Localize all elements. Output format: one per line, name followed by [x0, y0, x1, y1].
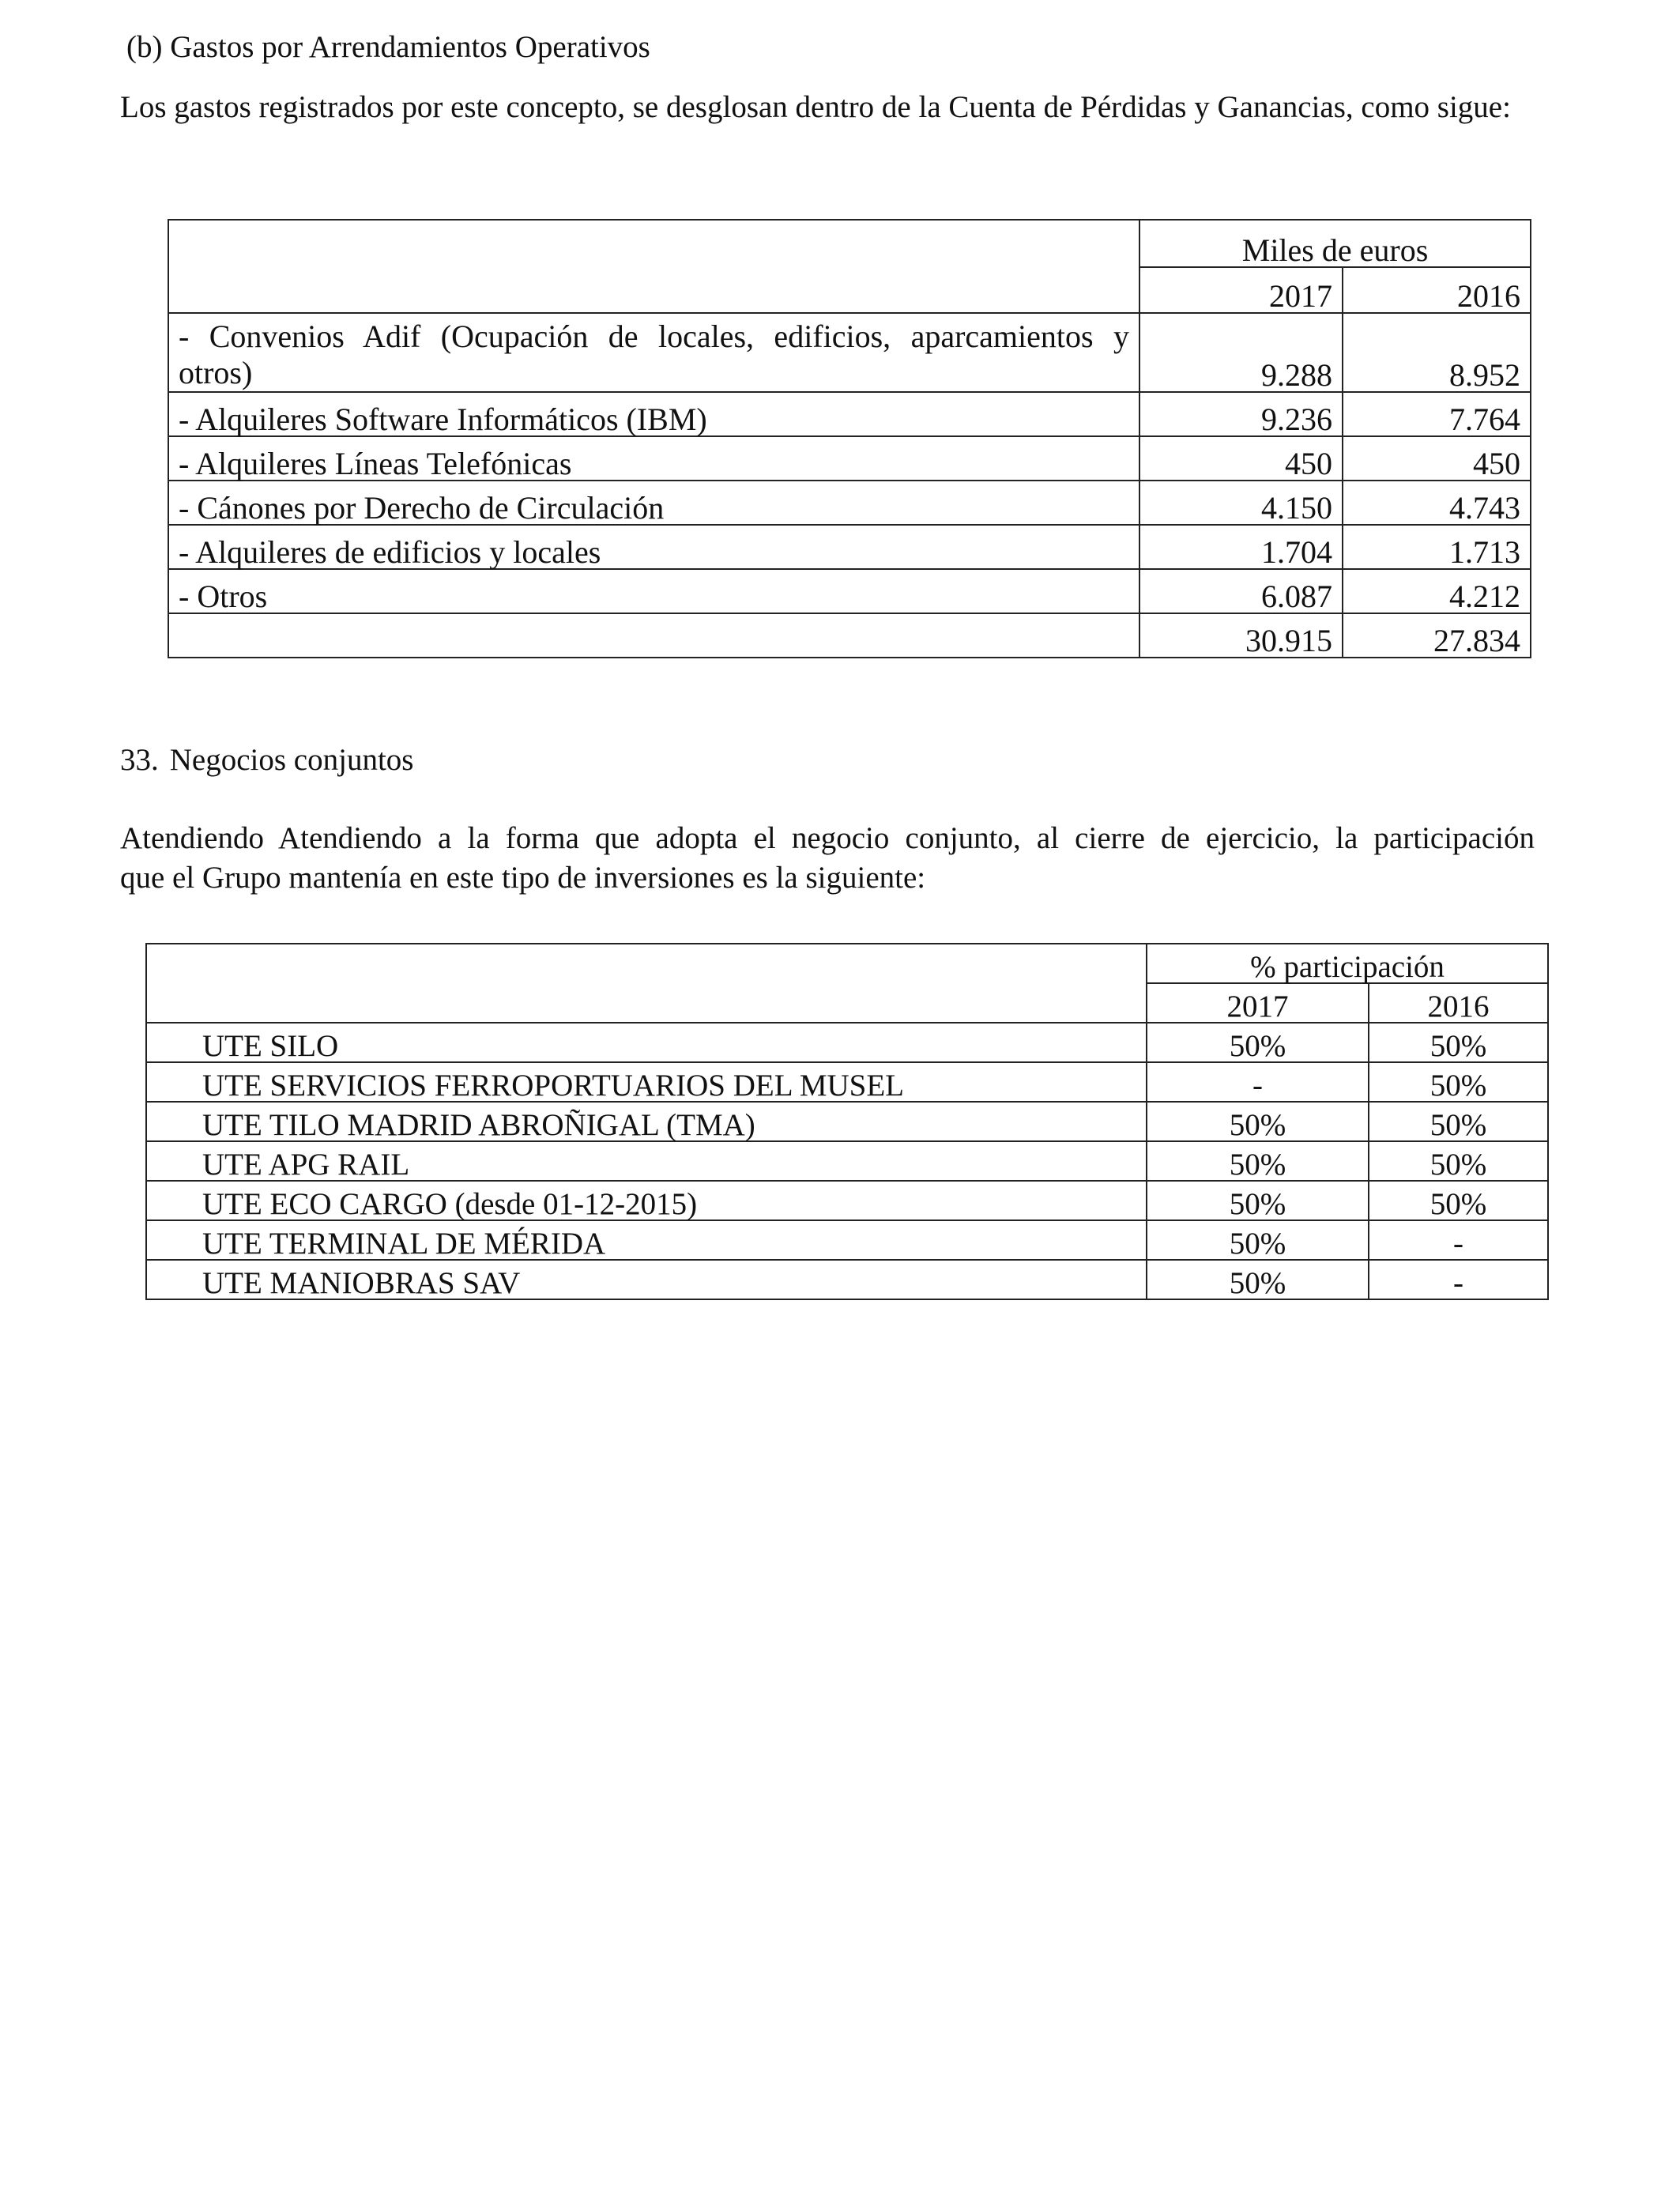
- table-row: [168, 392, 1531, 436]
- total-value-2016: 27.834: [1343, 613, 1531, 658]
- section-b-intro: Los gastos registrados por este concepto, se desglosan dentro de la Cuenta de Pérdidas y Ganancias, como sigue:: [120, 90, 1511, 124]
- section-33-heading: [120, 741, 413, 779]
- row-value-2016: 7.764: [1343, 392, 1531, 436]
- table2-year-2017: 2017: [1147, 983, 1369, 1023]
- table2-empty-header-cell: [146, 944, 1147, 1023]
- jv-value-2017: 50%: [1147, 1181, 1369, 1220]
- row-value-2016: 8.952: [1343, 313, 1531, 392]
- table-total-row: [168, 613, 1531, 658]
- section-title: Negocios conjuntos: [169, 743, 414, 777]
- jv-value-2016: 50%: [1369, 1062, 1548, 1102]
- jv-value-2016: 50%: [1369, 1102, 1548, 1141]
- row-label: - Alquileres Software Informáticos (IBM): [168, 392, 1139, 436]
- paragraph-line-1: Atendiendo Atendiendo a la forma que adopta el negocio conjunto, al cierre de ejercicio, la participación: [120, 821, 1535, 855]
- jv-value-2017: 50%: [1147, 1260, 1369, 1299]
- row-label: - Alquileres Líneas Telefónicas: [168, 436, 1139, 481]
- table-row: [146, 1260, 1548, 1299]
- row-value-2016: 4.743: [1343, 481, 1531, 525]
- operating-lease-expenses-table: [168, 219, 1531, 658]
- row-label: - Cánones por Derecho de Circulación: [168, 481, 1139, 525]
- row-value-2016: 450: [1343, 436, 1531, 481]
- jv-value-2016: -: [1369, 1260, 1548, 1299]
- jv-name: UTE MANIOBRAS SAV: [146, 1260, 1147, 1299]
- row-value-2017: 9.288: [1139, 313, 1343, 392]
- row-label: [168, 313, 1139, 392]
- table-row: [146, 1220, 1548, 1260]
- table-row: [146, 1023, 1548, 1062]
- table1-year-2016: 2016: [1343, 267, 1531, 313]
- jv-name: UTE SERVICIOS FERROPORTUARIOS DEL MUSEL: [146, 1062, 1147, 1102]
- jv-value-2017: 50%: [1147, 1220, 1369, 1260]
- table-row: [168, 569, 1531, 613]
- row-value-2017: 1.704: [1139, 525, 1343, 569]
- table-row: [146, 1181, 1548, 1220]
- row-value-2017: 6.087: [1139, 569, 1343, 613]
- row-value-2016: 4.212: [1343, 569, 1531, 613]
- row-value-2017: 9.236: [1139, 392, 1343, 436]
- row-label: - Alquileres de edificios y locales: [168, 525, 1139, 569]
- table-row: [168, 481, 1531, 525]
- jv-value-2017: 50%: [1147, 1102, 1369, 1141]
- table-row: [168, 525, 1531, 569]
- jv-value-2016: -: [1369, 1220, 1548, 1260]
- section-b-heading: (b) Gastos por Arrendamientos Operativos: [126, 30, 650, 64]
- jv-value-2016: 50%: [1369, 1181, 1548, 1220]
- jv-value-2017: 50%: [1147, 1141, 1369, 1181]
- row-label: - Otros: [168, 569, 1139, 613]
- jv-value-2017: 50%: [1147, 1023, 1369, 1062]
- table-row: [146, 1102, 1548, 1141]
- table-row: [146, 1062, 1548, 1102]
- jv-name: UTE SILO: [146, 1023, 1147, 1062]
- jv-name: UTE TILO MADRID ABROÑIGAL (TMA): [146, 1102, 1147, 1141]
- paragraph-line-2: que el Grupo mantenía en este tipo de inversiones es la siguiente:: [120, 861, 926, 895]
- section-33-paragraph: [120, 819, 1535, 898]
- table2-year-2016: 2016: [1369, 983, 1548, 1023]
- row-value-2016: 1.713: [1343, 525, 1531, 569]
- table1-unit-header: Miles de euros: [1139, 220, 1531, 267]
- table-row: [168, 313, 1531, 392]
- table-row: [168, 436, 1531, 481]
- table1-year-2017: 2017: [1139, 267, 1343, 313]
- row-label-line2: otros): [179, 355, 253, 390]
- table-row: [146, 1141, 1548, 1181]
- row-value-2017: 450: [1139, 436, 1343, 481]
- table1-empty-header-cell: [168, 220, 1139, 313]
- table2-participation-header: % participación: [1147, 944, 1548, 983]
- row-label-line1: - Convenios Adif (Ocupación de locales, edificios, aparcamientos y: [179, 319, 1129, 354]
- row-value-2017: 4.150: [1139, 481, 1343, 525]
- jv-name: UTE ECO CARGO (desde 01-12-2015): [146, 1181, 1147, 1220]
- section-number: 33.: [120, 743, 159, 777]
- jv-value-2016: 50%: [1369, 1023, 1548, 1062]
- total-value-2017: 30.915: [1139, 613, 1343, 658]
- jv-value-2017: -: [1147, 1062, 1369, 1102]
- jv-value-2016: 50%: [1369, 1141, 1548, 1181]
- jv-name: UTE TERMINAL DE MÉRIDA: [146, 1220, 1147, 1260]
- jv-name: UTE APG RAIL: [146, 1141, 1147, 1181]
- joint-ventures-table: [145, 943, 1549, 1300]
- total-label-cell: [168, 613, 1139, 658]
